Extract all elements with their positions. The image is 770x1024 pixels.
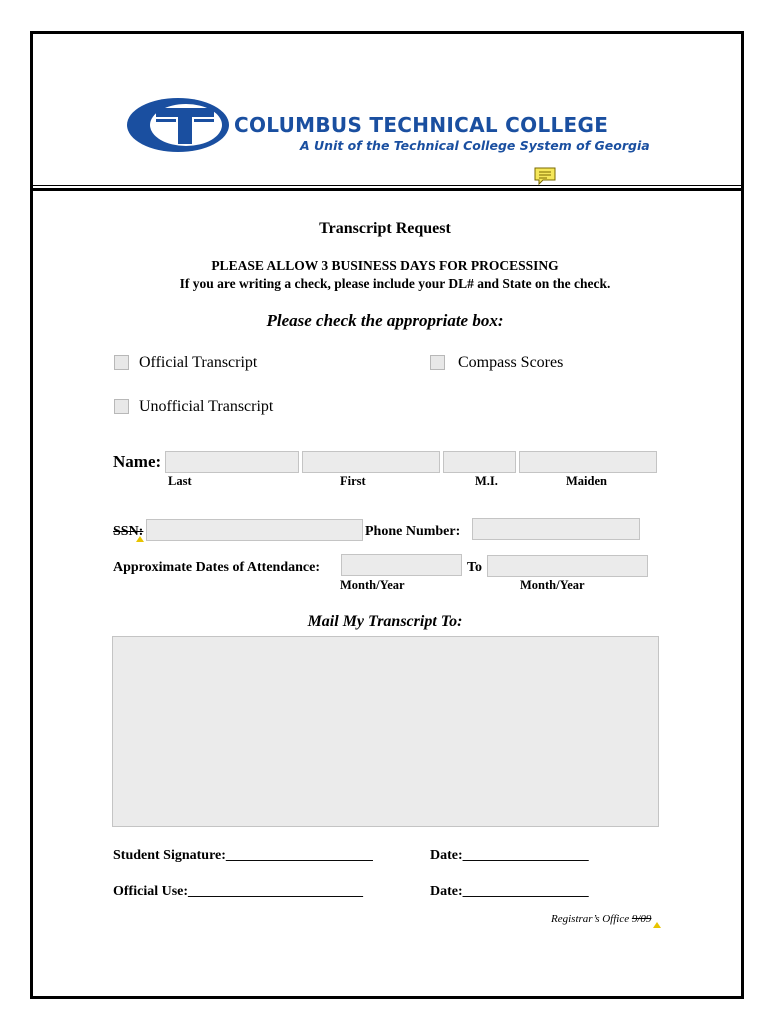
official-transcript-label: Official Transcript	[139, 354, 258, 371]
student-signature-line: Student Signature:_____________________	[113, 848, 373, 863]
middle-initial-field[interactable]	[443, 451, 516, 473]
annotation-marker-icon[interactable]	[136, 536, 144, 542]
compass-scores-checkbox[interactable]	[430, 355, 445, 370]
mi-label: M.I.	[475, 474, 498, 488]
to-label: To	[467, 560, 483, 575]
header-rule-bottom	[33, 188, 741, 191]
attendance-label: Approximate Dates of Attendance:	[113, 560, 320, 575]
college-subtitle: A Unit of the Technical College System of Georgia	[300, 138, 650, 153]
attendance-from-field[interactable]	[341, 554, 462, 576]
last-label: Last	[168, 474, 192, 488]
first-name-field[interactable]	[302, 451, 440, 473]
ssn-field[interactable]	[146, 519, 363, 541]
last-name-field[interactable]	[165, 451, 299, 473]
attendance-to-field[interactable]	[487, 555, 648, 577]
maiden-name-field[interactable]	[519, 451, 657, 473]
footer-date: 9/09	[631, 913, 652, 925]
header-rule-top	[33, 185, 741, 186]
first-label: First	[340, 474, 366, 488]
unofficial-transcript-checkbox[interactable]	[114, 399, 129, 414]
mail-title: Mail My Transcript To:	[307, 613, 463, 630]
month-year-to-label: Month/Year	[520, 578, 585, 592]
college-name: COLUMBUS TECHNICAL COLLEGE	[234, 113, 609, 137]
checkbox-instruction: Please check the appropriate box:	[266, 311, 504, 330]
signature-date-line: Date:__________________	[430, 848, 589, 863]
official-use-line: Official Use:_________________________	[113, 884, 364, 899]
name-label: Name:	[113, 452, 162, 471]
phone-field[interactable]	[472, 518, 640, 540]
maiden-label: Maiden	[566, 474, 607, 488]
ssn-label: SSN:	[113, 524, 144, 539]
form-title: Transcript Request	[319, 220, 451, 237]
comment-note-icon[interactable]	[533, 167, 557, 186]
footer-prefix: Registrar’s Office	[551, 913, 632, 925]
registrar-footer	[551, 913, 651, 925]
unofficial-transcript-label: Unofficial Transcript	[139, 398, 274, 415]
official-use-date-line: Date:__________________	[430, 884, 589, 899]
processing-notice: PLEASE ALLOW 3 BUSINESS DAYS FOR PROCESSING	[211, 258, 559, 273]
mailing-address-field[interactable]	[112, 636, 659, 827]
month-year-from-label: Month/Year	[340, 578, 405, 592]
college-logo-icon	[126, 97, 230, 153]
footer-annotation-marker-icon[interactable]	[653, 922, 661, 928]
phone-label: Phone Number:	[365, 524, 461, 539]
official-transcript-checkbox[interactable]	[114, 355, 129, 370]
compass-scores-label: Compass Scores	[458, 354, 564, 371]
check-note: If you are writing a check, please include your DL# and State on the check.	[179, 276, 611, 291]
